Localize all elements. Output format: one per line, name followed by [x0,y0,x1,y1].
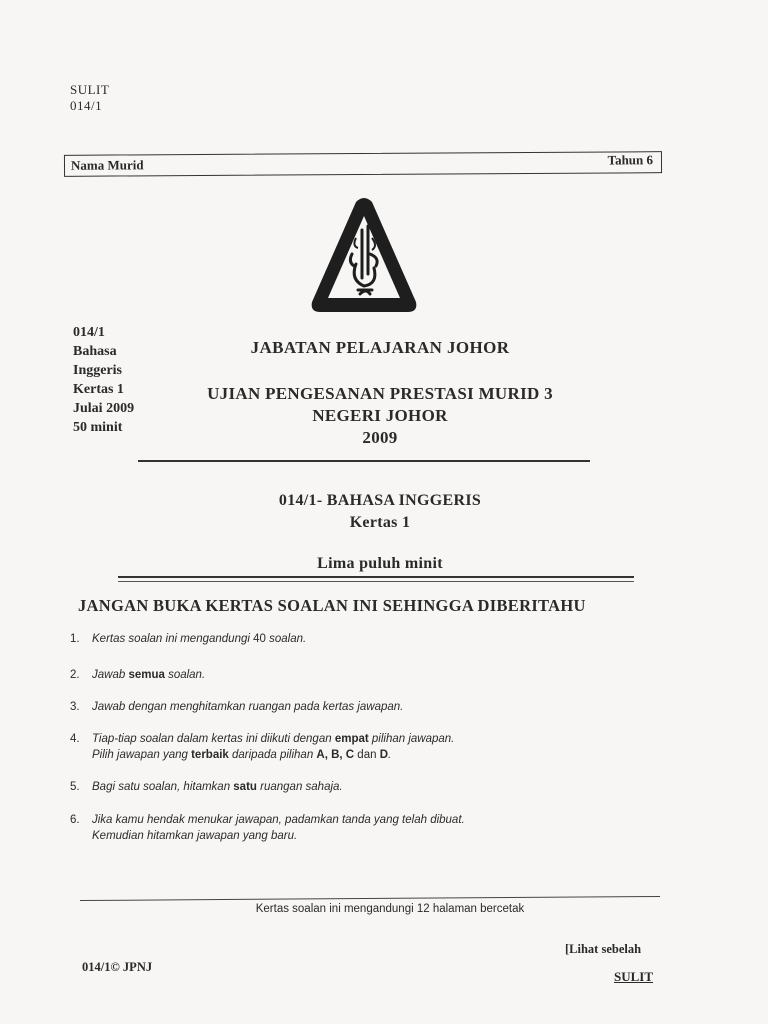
jpnj-crest-logo-icon [308,194,420,318]
instruction-text: dan [354,749,380,761]
paper-code: 014/1 [70,98,103,113]
paper-detail-line: Kertas 1 [73,382,124,397]
header-classification [70,82,109,114]
instruction-item [70,731,630,763]
footer-code: 014/1© JPNJ [82,960,153,974]
divider-double-top [118,576,634,578]
duration-text: Lima puluh minit [317,555,443,572]
paper-number: Kertas 1 [349,514,411,531]
paper-detail-line: 014/1 [73,325,105,340]
do-not-open-warning: JANGAN BUKA KERTAS SOALAN INI SEHINGGA DIBERITAHU [78,596,586,615]
instruction-item [70,812,630,844]
divider [138,460,590,462]
instruction-number: 5. [70,781,80,793]
instruction-text: ruangan sahaja. [256,781,343,793]
footer-classification: SULIT [614,969,654,984]
instruction-text: daripada pilihan [228,749,317,761]
instruction-number: 1. [70,633,80,645]
student-name-box [64,151,662,177]
instruction-emphasis: satu [233,781,257,793]
instruction-text: soalan. [265,633,307,645]
instruction-emphasis: semua [128,669,165,681]
paper-detail-line: Inggeris [73,363,122,378]
exam-title-line2: NEGERI JOHOR [312,406,448,425]
instruction-text: Jawab [92,669,129,681]
instruction-emphasis: D [379,749,388,761]
instruction-item [70,779,630,795]
instruction-item [70,631,630,647]
instruction-text: pilihan jawapan. [368,733,455,745]
instruction-text: Kertas soalan ini mengandungi [92,633,254,645]
paper-details [73,323,134,437]
instruction-item [70,667,630,683]
instruction-number: 6. [70,814,80,826]
divider-double-bottom [118,581,634,582]
instruction-number: 4. [70,733,80,745]
instruction-emphasis: A, B, C [316,749,355,761]
exam-title-line1: UJIAN PENGESANAN PRESTASI MURID 3 [207,384,553,403]
subject-block [140,490,620,534]
subject-title: 014/1- BAHASA INGGERIS [278,492,482,509]
instruction-text: Jawab dengan menghitamkan ruangan pada kertas jawapan. [92,701,404,713]
instruction-text: Bagi satu soalan, hitamkan [92,781,234,793]
instruction-emphasis: terbaik [191,749,229,761]
paper-detail-line: 50 minit [73,420,123,435]
instruction-text: Pilih jawapan yang [92,749,192,761]
instruction-emphasis: empat [334,733,369,745]
department-title: JABATAN PELAJARAN JOHOR [250,338,510,357]
student-name-label: Nama Murid [70,157,144,173]
instruction-item [70,699,630,715]
instruction-text: . [388,749,392,761]
instruction-number: 2. [70,669,80,681]
exam-title [140,383,620,449]
instruction-text: Tiap-tiap soalan dalam kertas ini diikuti dengan [92,733,335,745]
year-label: Tahun 6 [607,152,654,168]
paper-detail-line: Bahasa [73,344,117,359]
turn-over-note: [Lihat sebelah [565,942,642,956]
classification-label: SULIT [70,82,110,97]
instruction-emphasis: 40 [253,633,266,645]
exam-year: 2009 [362,428,398,447]
instruction-text: Kemudian hitamkan jawapan yang baru. [92,830,298,842]
page-count-note: Kertas soalan ini mengandungi 12 halaman bercetak [255,903,525,915]
instruction-text: soalan. [164,669,206,681]
instruction-number: 3. [70,701,80,713]
instruction-text: Jika kamu hendak menukar jawapan, padamkan tanda yang telah dibuat. [92,814,465,826]
footer-divider [80,896,660,901]
paper-detail-line: Julai 2009 [73,401,135,416]
